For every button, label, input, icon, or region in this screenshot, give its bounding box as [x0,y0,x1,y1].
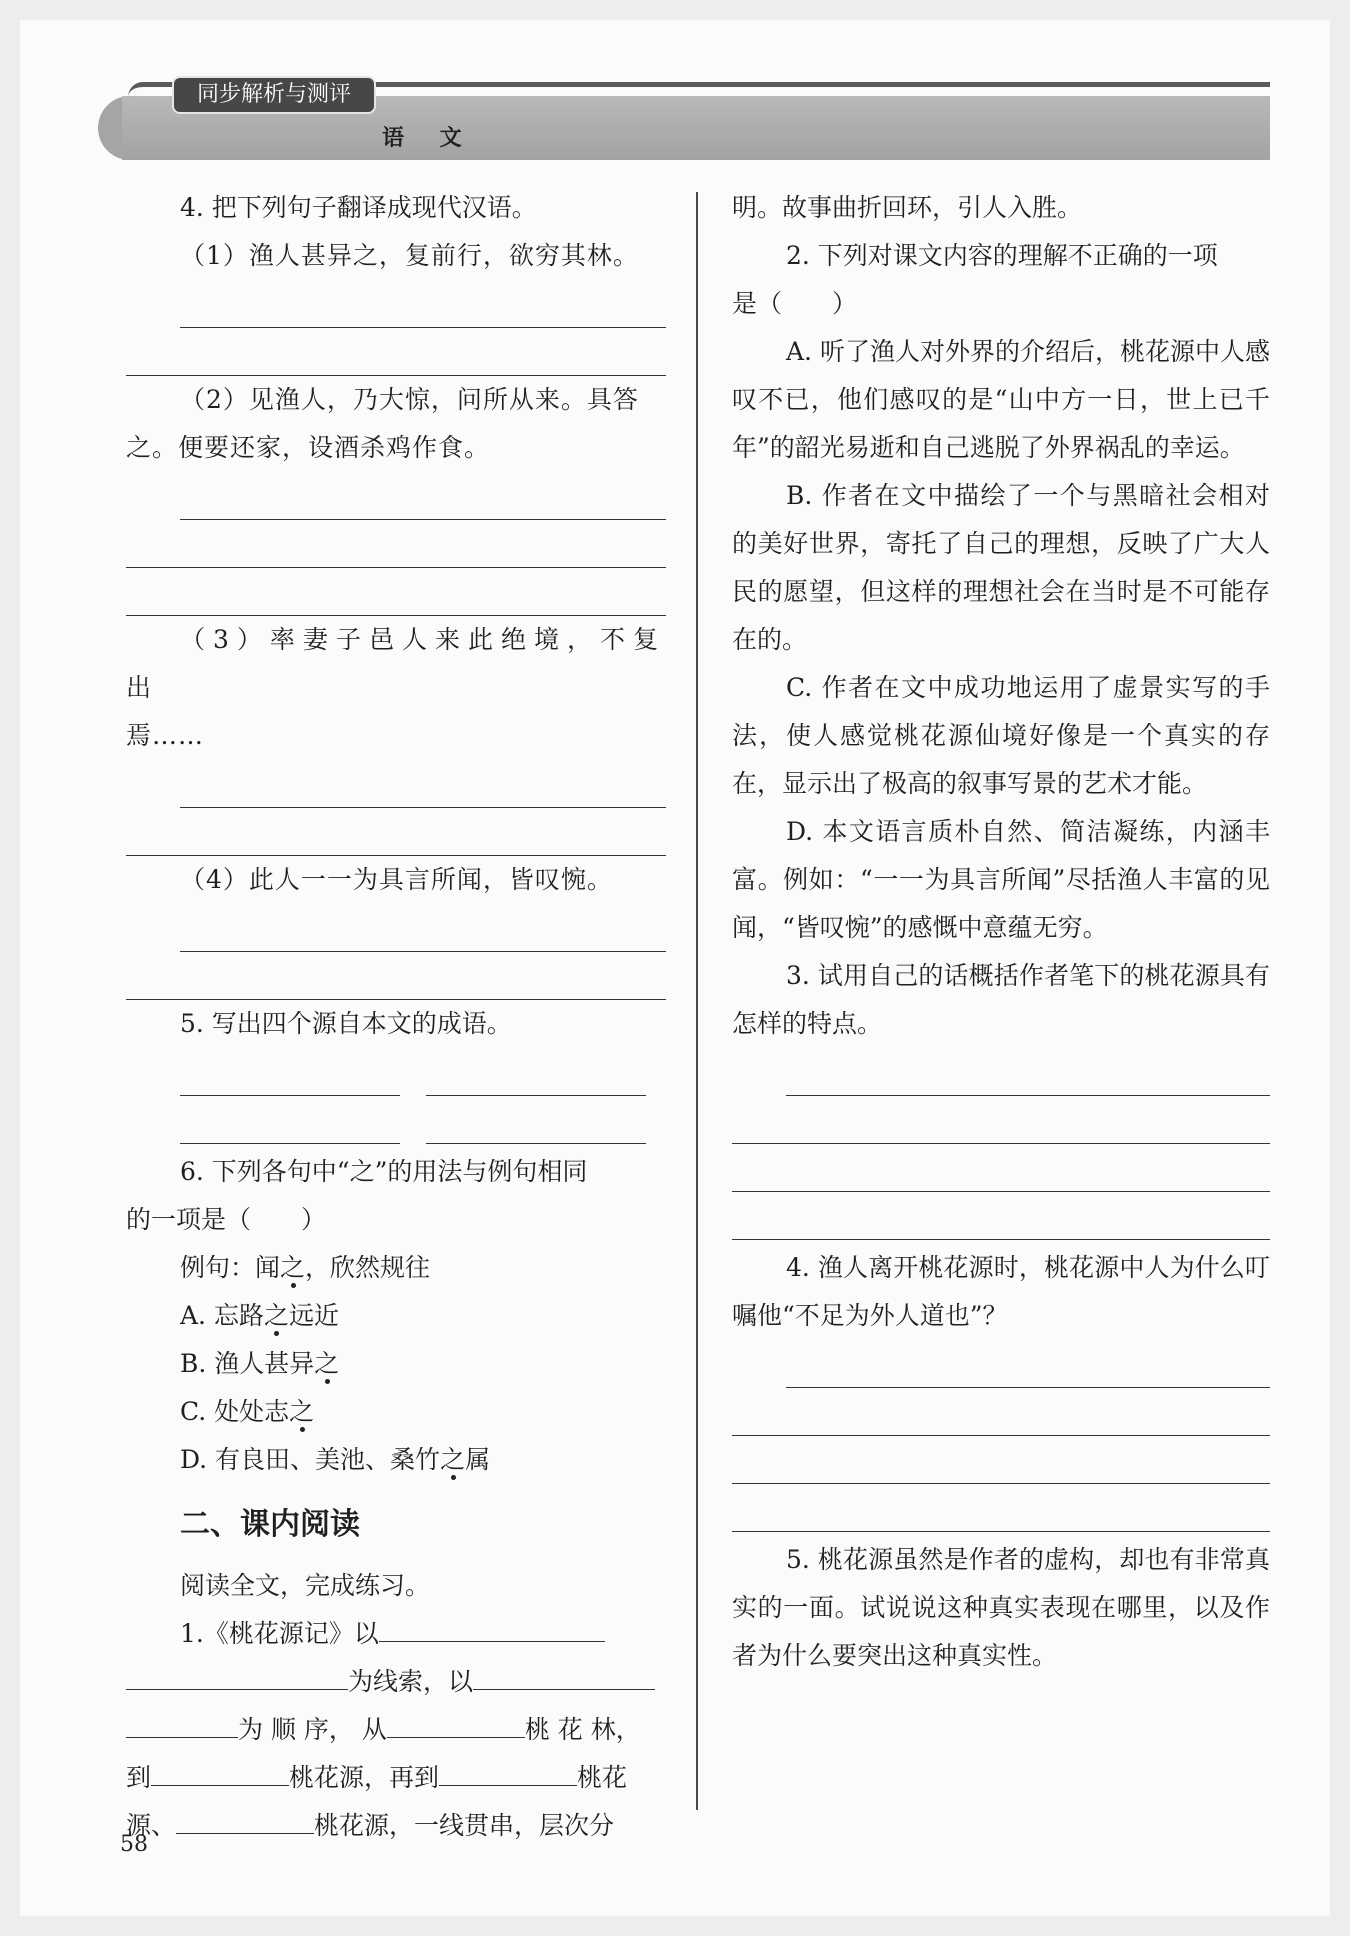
question-4-3-cont: 焉…… [126,721,205,750]
emphasis-mark: 之 [314,1349,340,1378]
q1-text: 到 [126,1763,152,1792]
question-6-title-cont: 的一项是（ ） [126,1205,327,1234]
emphasis-mark: 之 [440,1445,466,1474]
answer-line[interactable] [732,1436,1270,1484]
reading-q2-title: 2. 下列对课文内容的理解不正确的一项 [786,241,1218,270]
reading-q1-line3 [126,1706,666,1754]
book-title-badge: 同步解析与测评 [172,76,376,114]
fill-blank[interactable] [126,1707,238,1738]
left-column [126,184,666,1850]
reading-q1-line2 [126,1658,666,1706]
q1-text: 桃花源，一线贯串，层次分 [314,1811,615,1840]
reading-q1-line1 [126,1610,666,1658]
idiom-blank[interactable] [426,1048,646,1096]
idiom-blank[interactable] [180,1048,400,1096]
idiom-blank[interactable] [426,1096,646,1144]
answer-line[interactable] [732,1192,1270,1240]
fill-blank[interactable] [439,1755,577,1786]
answer-line[interactable] [786,1048,1270,1096]
emphasis-mark: 之 [263,1301,289,1330]
q1-text: 桃 花 林， [524,1715,641,1744]
answer-line[interactable] [732,1144,1270,1192]
q1-text: 桃花 [577,1763,628,1792]
fill-blank[interactable] [126,1659,348,1690]
option-text: 远近 [288,1301,339,1330]
reading-q2-option-c[interactable]: C. 作者在文中成功地运用了虚景实写的手法，使人感觉桃花源仙境好像是一个真实的存在，显示出了极高的叙事写景的艺术才能。 [732,673,1270,798]
workbook-page [20,20,1330,1916]
answer-line[interactable] [732,1096,1270,1144]
option-text: B. 渔人甚异 [180,1349,315,1378]
question-4-4: （4）此人一一为具言所闻，皆叹惋。 [180,865,613,894]
answer-line[interactable] [126,952,666,1000]
column-divider [696,192,698,1810]
question-4-2: （2）见渔人，乃大惊，问所从来。具答 [180,385,639,414]
question-4-2-cont: 之。便要还家，设酒杀鸡作食。 [126,433,491,462]
emphasis-mark: 之 [289,1397,315,1426]
reading-instruction: 阅读全文，完成练习。 [180,1571,431,1600]
answer-line[interactable] [786,1340,1270,1388]
reading-q4: 4. 渔人离开桃花源时，桃花源中人为什么叮嘱他“不足为外人道也”？ [732,1253,1270,1330]
reading-q1-line5 [126,1802,666,1850]
question-4-3: （3）率妻子邑人来此绝境，不复出 [126,625,666,702]
fill-blank[interactable] [387,1707,525,1738]
q1-text: 1.《桃花源记》以 [180,1619,379,1648]
reading-q1-end: 明。故事曲折回环，引人入胜。 [732,193,1083,222]
answer-line[interactable] [180,472,666,520]
q1-text: 为线索，以 [348,1667,474,1696]
fill-blank[interactable] [473,1659,655,1690]
section-heading: 二、课内阅读 [180,1507,360,1542]
idiom-blanks-row [180,1096,666,1144]
subject-label: 语 文 [382,126,476,151]
reading-q3: 3. 试用自己的话概括作者笔下的桃花源具有怎样的特点。 [732,961,1270,1038]
answer-line[interactable] [180,760,666,808]
idiom-blank[interactable] [180,1096,400,1144]
option-text: A. 忘路 [180,1301,264,1330]
page-number: 58 [120,1832,148,1857]
answer-line[interactable] [126,568,666,616]
question-6-title: 6. 下列各句中“之”的用法与例句相同 [180,1157,588,1186]
question-4-title: 4. 把下列句子翻译成现代汉语。 [180,193,537,222]
emphasis-mark: 之 [280,1253,306,1282]
answer-line[interactable] [126,808,666,856]
option-text: 属 [465,1445,491,1474]
option-b[interactable] [126,1340,666,1388]
example-text: ，欣然规往 [305,1253,431,1282]
reading-q5: 5. 桃花源虽然是作者的虚构，却也有非常真实的一面。试说说这种真实表现在哪里，以及作者为什么要突出这种真实性。 [732,1545,1270,1670]
q1-text: 源、 [126,1811,177,1840]
fill-blank[interactable] [176,1803,314,1834]
example-text: 例句：闻 [180,1253,281,1282]
question-4-1: （1）渔人甚异之，复前行，欲穷其林。 [180,241,639,270]
question-5-title: 5. 写出四个源自本文的成语。 [180,1009,512,1038]
answer-line[interactable] [180,904,666,952]
fill-blank[interactable] [379,1611,605,1642]
idiom-blanks-row [180,1048,666,1096]
reading-q1-line4 [126,1754,666,1802]
reading-q2-option-a[interactable]: A. 听了渔人对外界的介绍后，桃花源中人感叹不已，他们感叹的是“山中方一日，世上已千年”的韶光易逝和自己逃脱了外界祸乱的幸运。 [732,337,1270,462]
option-d[interactable] [126,1436,666,1484]
answer-line[interactable] [180,280,666,328]
answer-line[interactable] [126,328,666,376]
reading-q2-option-b[interactable]: B. 作者在文中描绘了一个与黑暗社会相对的美好世界，寄托了自己的理想，反映了广大人民的愿望，但这样的理想社会在当时是不可能存在的。 [732,481,1270,654]
answer-line[interactable] [126,520,666,568]
q1-text: 为 顺 序， 从 [238,1715,387,1744]
question-6-example [126,1244,666,1292]
page-header [98,76,1270,162]
fill-blank[interactable] [151,1755,289,1786]
option-text: D. 有良田、美池、桑竹 [180,1445,441,1474]
answer-line[interactable] [732,1484,1270,1532]
option-text: C. 处处志 [180,1397,290,1426]
right-column [732,184,1270,1680]
reading-q2-option-d[interactable]: D. 本文语言质朴自然、简洁凝练，内涵丰富。例如：“一一为具言所闻”尽括渔人丰富的见闻，“皆叹惋”的感慨中意蕴无穷。 [732,817,1270,942]
q1-text: 桃花源，再到 [289,1763,440,1792]
answer-line[interactable] [732,1388,1270,1436]
option-c[interactable] [126,1388,666,1436]
option-a[interactable] [126,1292,666,1340]
reading-q2-title-cont: 是（ ） [732,289,858,318]
